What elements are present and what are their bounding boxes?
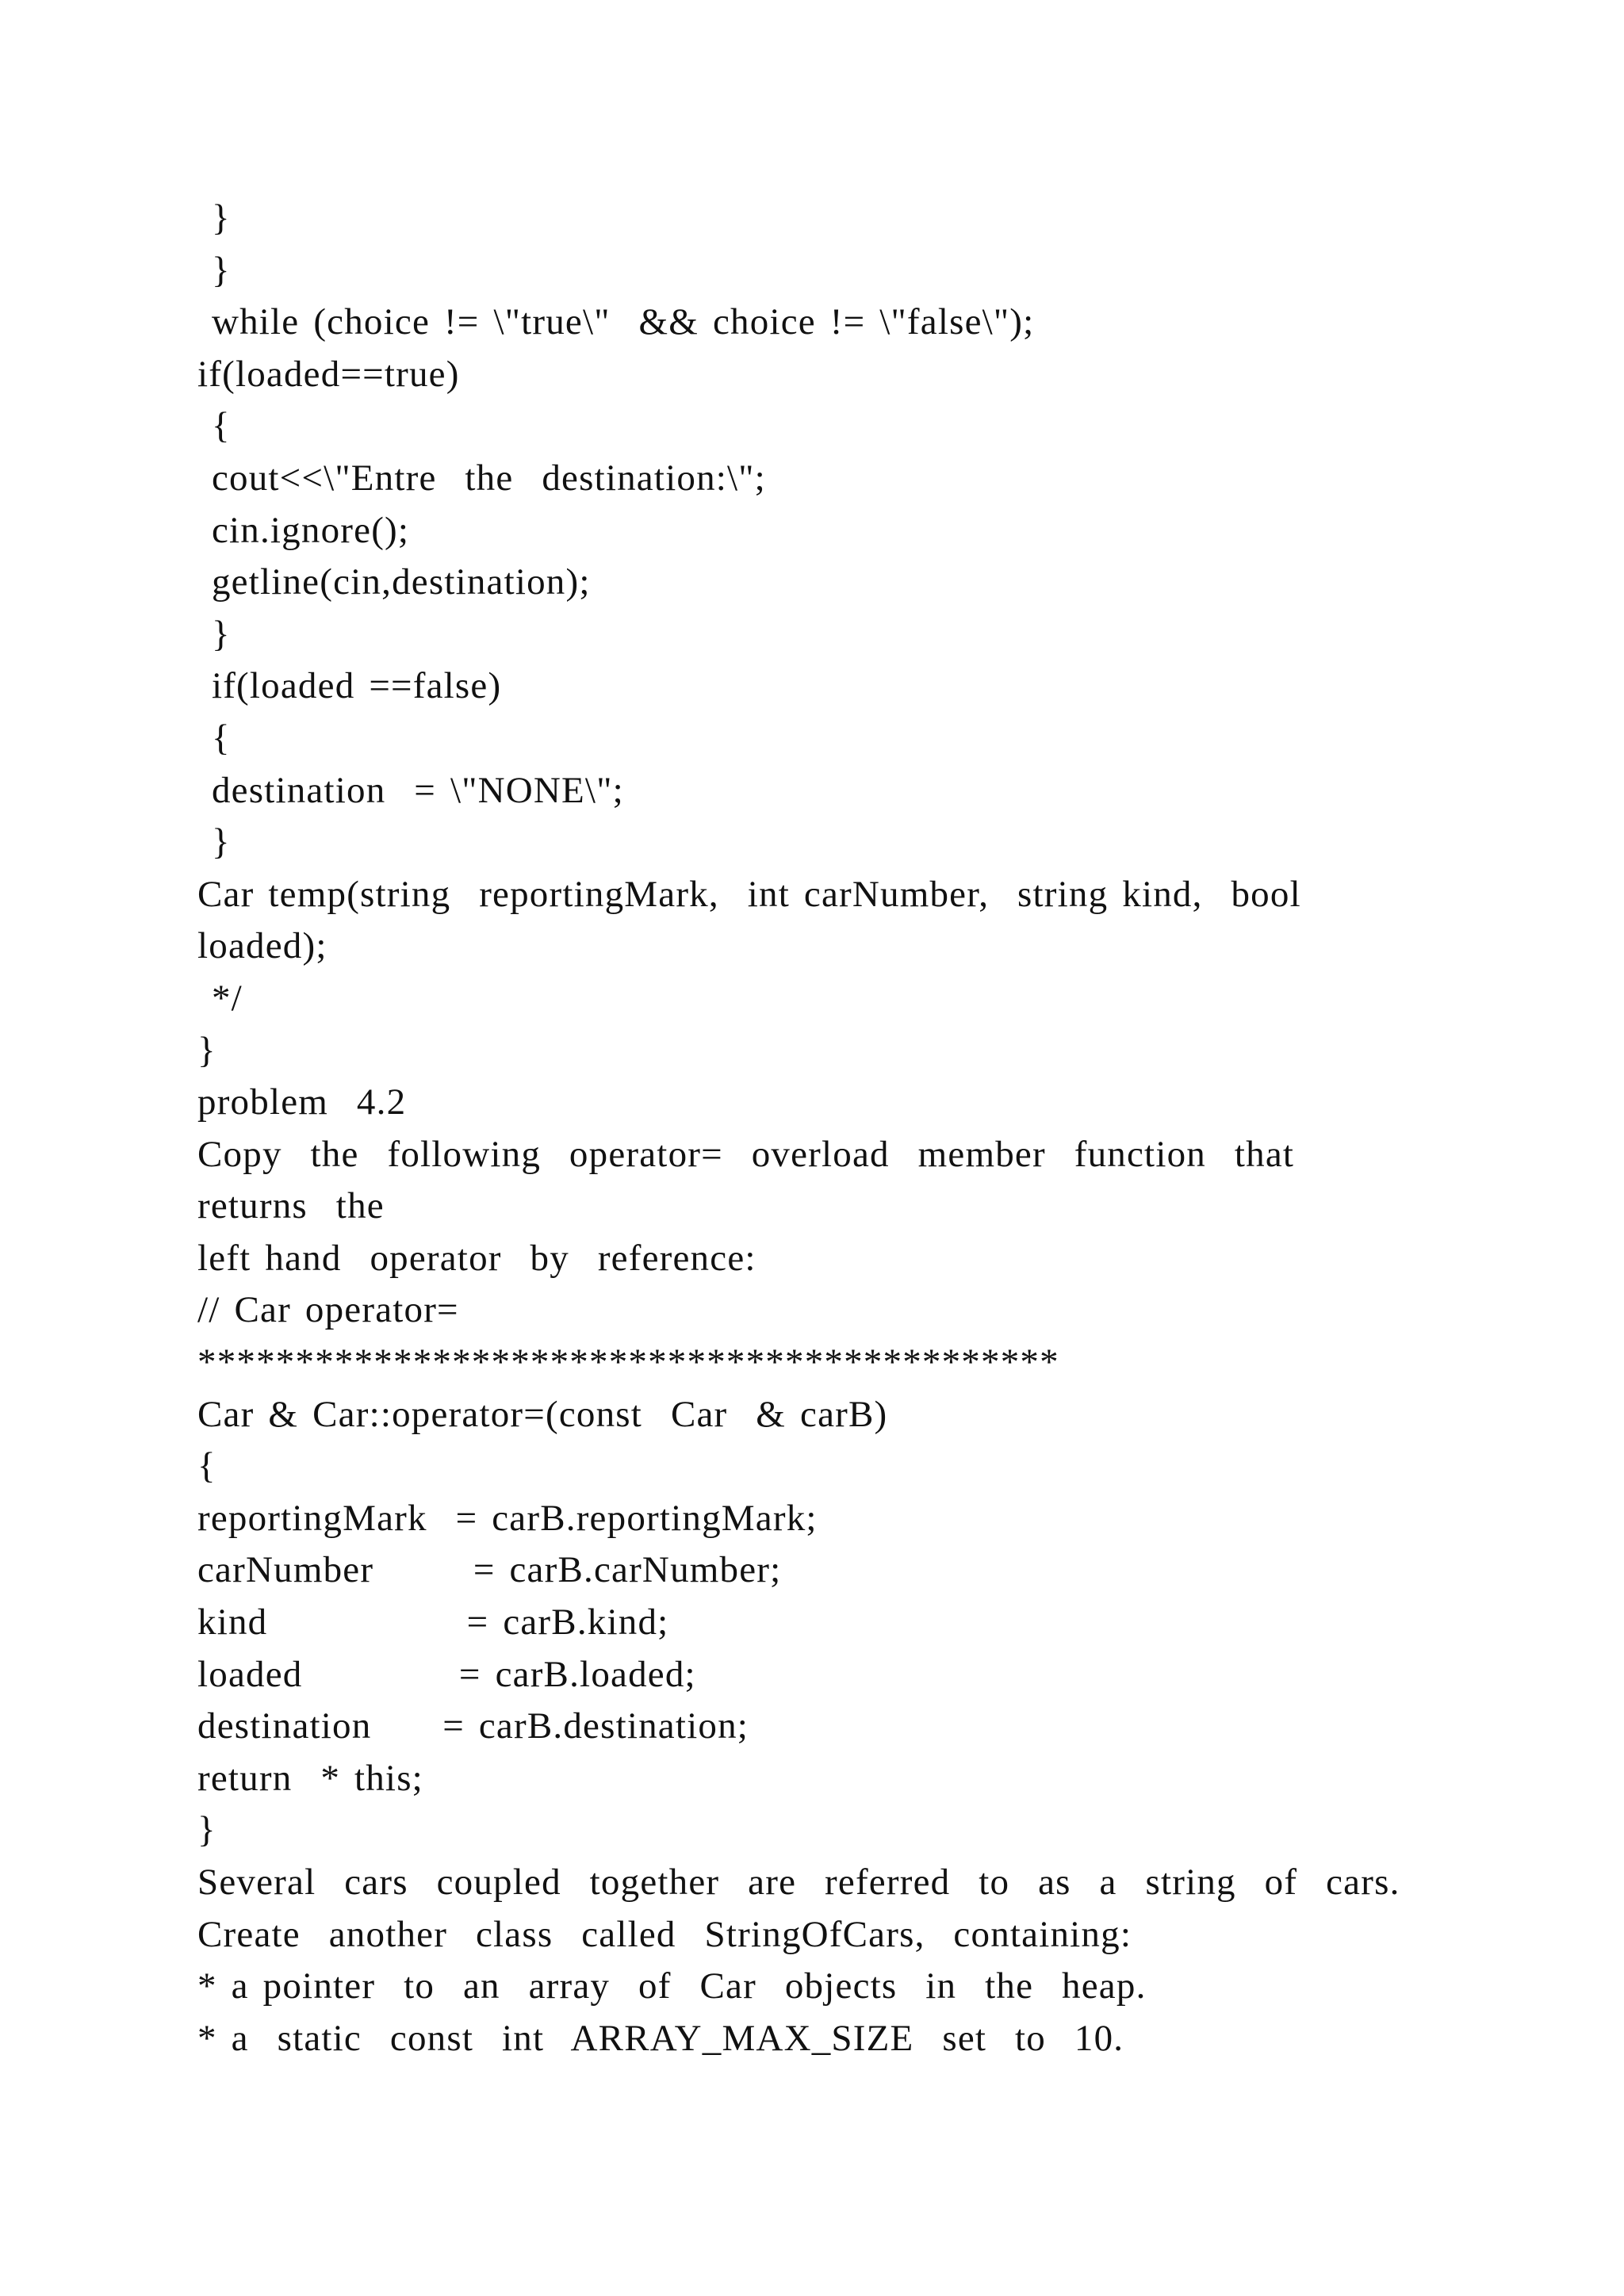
text-line: getline(cin,destination); — [197, 561, 591, 603]
text-line: if(loaded==true) — [197, 353, 460, 395]
text-line: } — [197, 613, 231, 655]
text-line: destination = carB.destination; — [197, 1705, 749, 1747]
text-line: { — [197, 405, 231, 447]
text-line: carNumber = carB.carNumber; — [197, 1549, 782, 1591]
text-line: */ — [197, 977, 243, 1019]
text-line: while (choice != \"true\" && choice != \"false\"); — [197, 301, 1035, 343]
text-line: Create another class called StringOfCars, containing: — [197, 1913, 1132, 1955]
text-line: Car temp(string reportingMark, int carNumber, string kind, bool — [197, 873, 1301, 915]
text-line: loaded = carB.loaded; — [197, 1653, 696, 1695]
text-line: left hand operator by reference: — [197, 1237, 756, 1279]
text-line: Copy the following operator= overload member function that — [197, 1133, 1295, 1175]
text-line: ******************************************** — [197, 1341, 1059, 1383]
text-line: return * this; — [197, 1757, 423, 1799]
text-line: problem 4.2 — [197, 1081, 407, 1123]
text-line: Car & Car::operator=(const Car & carB) — [197, 1393, 888, 1435]
text-line: * a static const int ARRAY_MAX_SIZE set to 10. — [197, 2017, 1124, 2059]
text-line: // Car operator= — [197, 1289, 459, 1331]
text-line: cin.ignore(); — [197, 509, 410, 551]
document-text — [197, 193, 1434, 2064]
text-line: reportingMark = carB.reportingMark; — [197, 1497, 818, 1539]
text-line: } — [197, 1029, 216, 1071]
text-line: cout<<\"Entre the destination:\"; — [197, 457, 766, 499]
text-line: { — [197, 717, 231, 759]
text-line: } — [197, 1809, 216, 1851]
text-line: returns the — [197, 1185, 385, 1227]
text-line: } — [197, 197, 231, 239]
text-line: Several cars coupled together are referred to as a string of cars. — [197, 1862, 1400, 1903]
text-line: destination = \"NONE\"; — [197, 769, 624, 811]
text-line: loaded); — [197, 925, 327, 967]
text-line: } — [197, 821, 231, 863]
text-line: } — [197, 249, 231, 291]
text-line: * a pointer to an array of Car objects in the heap. — [197, 1965, 1147, 2007]
text-line: kind = carB.kind; — [197, 1601, 669, 1644]
text-line: { — [197, 1445, 216, 1487]
text-line: if(loaded ==false) — [197, 665, 502, 707]
